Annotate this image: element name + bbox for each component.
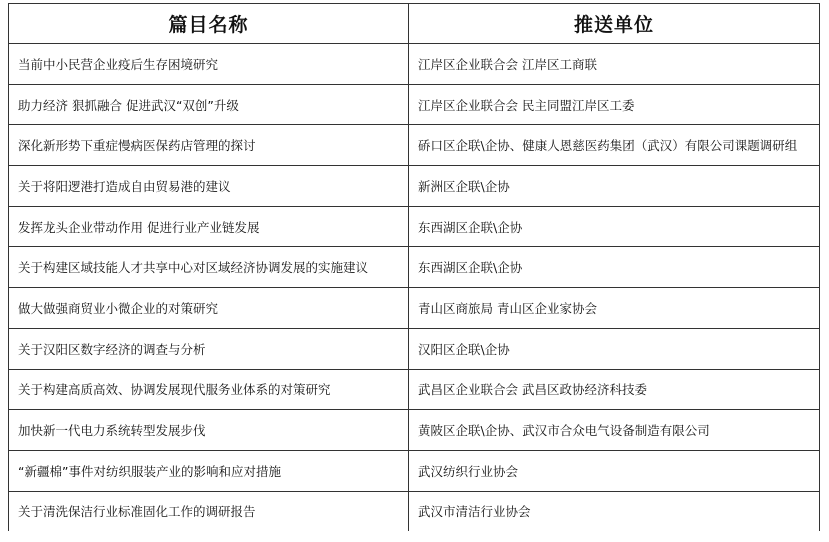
document-table-container — [8, 3, 819, 531]
submitting-unit-cell: 武昌区企业联合会 武昌区政协经济科技委 — [409, 369, 820, 410]
table-row — [9, 166, 820, 207]
article-title-cell: 关于构建区域技能人才共享中心对区域经济协调发展的实施建议 — [9, 247, 409, 288]
article-title-cell: 发挥龙头企业带动作用 促进行业产业链发展 — [9, 206, 409, 247]
article-list-table — [8, 3, 820, 531]
article-title-cell: 关于将阳逻港打造成自由贸易港的建议 — [9, 166, 409, 207]
table-row — [9, 84, 820, 125]
table-row — [9, 491, 820, 531]
article-title-cell: “新疆棉”事件对纺织服装产业的影响和应对措施 — [9, 450, 409, 491]
table-row — [9, 410, 820, 451]
submitting-unit-cell: 新洲区企联\企协 — [409, 166, 820, 207]
submitting-unit-cell: 东西湖区企联\企协 — [409, 206, 820, 247]
submitting-unit-cell: 武汉市清洁行业协会 — [409, 491, 820, 531]
table-row — [9, 328, 820, 369]
article-title-cell: 关于汉阳区数字经济的调查与分析 — [9, 328, 409, 369]
article-title-cell: 深化新形势下重症慢病医保药店管理的探讨 — [9, 125, 409, 166]
header-submitting-unit: 推送单位 — [409, 4, 820, 44]
table-row — [9, 247, 820, 288]
table-header-row — [9, 4, 820, 44]
submitting-unit-cell: 黄陂区企联\企协、武汉市合众电气设备制造有限公司 — [409, 410, 820, 451]
article-title-cell: 做大做强商贸业小微企业的对策研究 — [9, 288, 409, 329]
submitting-unit-cell: 东西湖区企联\企协 — [409, 247, 820, 288]
table-row — [9, 450, 820, 491]
article-title-cell: 关于构建高质高效、协调发展现代服务业体系的对策研究 — [9, 369, 409, 410]
article-title-cell: 加快新一代电力系统转型发展步伐 — [9, 410, 409, 451]
table-row — [9, 369, 820, 410]
submitting-unit-cell: 武汉纺织行业协会 — [409, 450, 820, 491]
submitting-unit-cell: 江岸区企业联合会 江岸区工商联 — [409, 44, 820, 85]
article-title-cell: 助力经济 狠抓融合 促进武汉“双创”升级 — [9, 84, 409, 125]
table-row — [9, 206, 820, 247]
submitting-unit-cell: 江岸区企业联合会 民主同盟江岸区工委 — [409, 84, 820, 125]
table-row — [9, 44, 820, 85]
table-row — [9, 125, 820, 166]
submitting-unit-cell: 汉阳区企联\企协 — [409, 328, 820, 369]
article-title-cell: 关于清洗保洁行业标准固化工作的调研报告 — [9, 491, 409, 531]
article-title-cell: 当前中小民营企业疫后生存困境研究 — [9, 44, 409, 85]
submitting-unit-cell: 硚口区企联\企协、健康人恩慈医药集团（武汉）有限公司课题调研组 — [409, 125, 820, 166]
header-article-title: 篇目名称 — [9, 4, 409, 44]
submitting-unit-cell: 青山区商旅局 青山区企业家协会 — [409, 288, 820, 329]
table-row — [9, 288, 820, 329]
